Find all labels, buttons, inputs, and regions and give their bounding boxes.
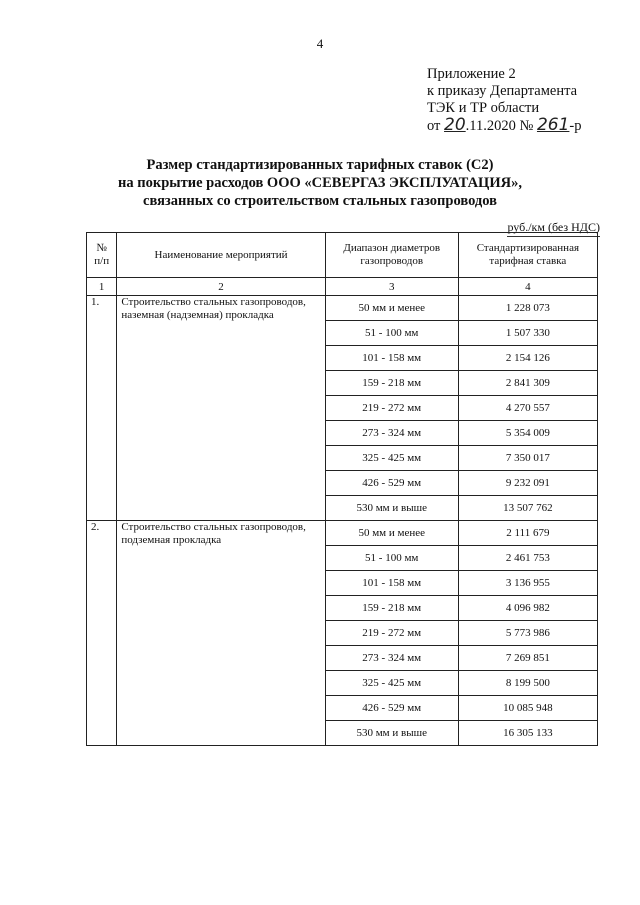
diameter-range: 51 - 100 мм — [325, 546, 458, 571]
diameter-range: 50 мм и менее — [325, 296, 458, 321]
diameter-range: 273 - 324 мм — [325, 646, 458, 671]
header-no: № п/п — [87, 233, 117, 278]
header-name: Наименование мероприятий — [117, 233, 325, 278]
appendix-line-3: ТЭК и ТР области — [427, 100, 540, 116]
diameter-range: 426 - 529 мм — [325, 696, 458, 721]
title-line-2: на покрытие расходов ООО «СЕВЕРГАЗ ЭКСПЛУАТАЦИЯ», — [118, 175, 522, 191]
tariff-rate: 2 841 309 — [458, 371, 597, 396]
table-header-row — [87, 233, 598, 278]
tariff-rate: 9 232 091 — [458, 471, 597, 496]
appendix-line-1: Приложение 2 — [427, 66, 516, 82]
diameter-range: 325 - 425 мм — [325, 446, 458, 471]
tariff-table — [86, 232, 598, 746]
tariff-rate: 2 461 753 — [458, 546, 597, 571]
column-number: 4 — [458, 278, 597, 296]
tariff-rate: 5 354 009 — [458, 421, 597, 446]
section-number: 2. — [87, 521, 117, 746]
diameter-range: 101 - 158 мм — [325, 346, 458, 371]
table-row — [87, 521, 598, 546]
date-day-handwritten: 20 — [444, 115, 466, 135]
section-name: Строительство стальных газопроводов, подземная прокладка — [117, 521, 325, 746]
title-line-3: связанных со строительством стальных газопроводов — [143, 193, 497, 209]
header-range: Диапазон диаметров газопроводов — [325, 233, 458, 278]
diameter-range: 159 - 218 мм — [325, 596, 458, 621]
diameter-range: 530 мм и выше — [325, 496, 458, 521]
page-number: 4 — [316, 36, 324, 51]
appendix-header — [427, 66, 627, 135]
table-row — [87, 296, 598, 321]
tariff-rate: 10 085 948 — [458, 696, 597, 721]
section-name: Строительство стальных газопроводов, наземная (надземная) прокладка — [117, 296, 325, 521]
table-body — [87, 278, 598, 746]
diameter-range: 101 - 158 мм — [325, 571, 458, 596]
diameter-range: 273 - 324 мм — [325, 421, 458, 446]
column-number: 1 — [87, 278, 117, 296]
tariff-rate: 7 350 017 — [458, 446, 597, 471]
tariff-rate: 4 096 982 — [458, 596, 597, 621]
column-number-row — [87, 278, 598, 296]
diameter-range: 530 мм и выше — [325, 721, 458, 746]
tariff-rate: 1 507 330 — [458, 321, 597, 346]
order-number-handwritten: 261 — [536, 115, 570, 135]
units-note: руб./км (без НДС) — [507, 220, 600, 237]
tariff-rate: 3 136 955 — [458, 571, 597, 596]
tariff-rate: 1 228 073 — [458, 296, 597, 321]
diameter-range: 159 - 218 мм — [325, 371, 458, 396]
column-number: 2 — [117, 278, 325, 296]
title-line-1: Размер стандартизированных тарифных ставок (С2) — [146, 157, 494, 173]
appendix-line-2: к приказу Департамента — [427, 83, 578, 99]
appendix-date-line — [427, 117, 627, 135]
column-number: 3 — [325, 278, 458, 296]
diameter-range: 51 - 100 мм — [325, 321, 458, 346]
header-rate: Стандартизированная тарифная ставка — [458, 233, 597, 278]
date-prefix: от — [427, 118, 441, 134]
tariff-rate: 7 269 851 — [458, 646, 597, 671]
tariff-rate: 8 199 500 — [458, 671, 597, 696]
tariff-rate: 13 507 762 — [458, 496, 597, 521]
tariff-rate: 5 773 986 — [458, 621, 597, 646]
tariff-rate: 4 270 557 — [458, 396, 597, 421]
diameter-range: 325 - 425 мм — [325, 671, 458, 696]
diameter-range: 50 мм и менее — [325, 521, 458, 546]
tariff-rate: 2 111 679 — [458, 521, 597, 546]
order-suffix: -р — [569, 118, 582, 134]
diameter-range: 219 - 272 мм — [325, 396, 458, 421]
diameter-range: 426 - 529 мм — [325, 471, 458, 496]
diameter-range: 219 - 272 мм — [325, 621, 458, 646]
section-number: 1. — [87, 296, 117, 521]
document-title — [0, 156, 640, 210]
tariff-rate: 2 154 126 — [458, 346, 597, 371]
date-rest: .11.2020 № — [465, 118, 534, 134]
tariff-rate: 16 305 133 — [458, 721, 597, 746]
